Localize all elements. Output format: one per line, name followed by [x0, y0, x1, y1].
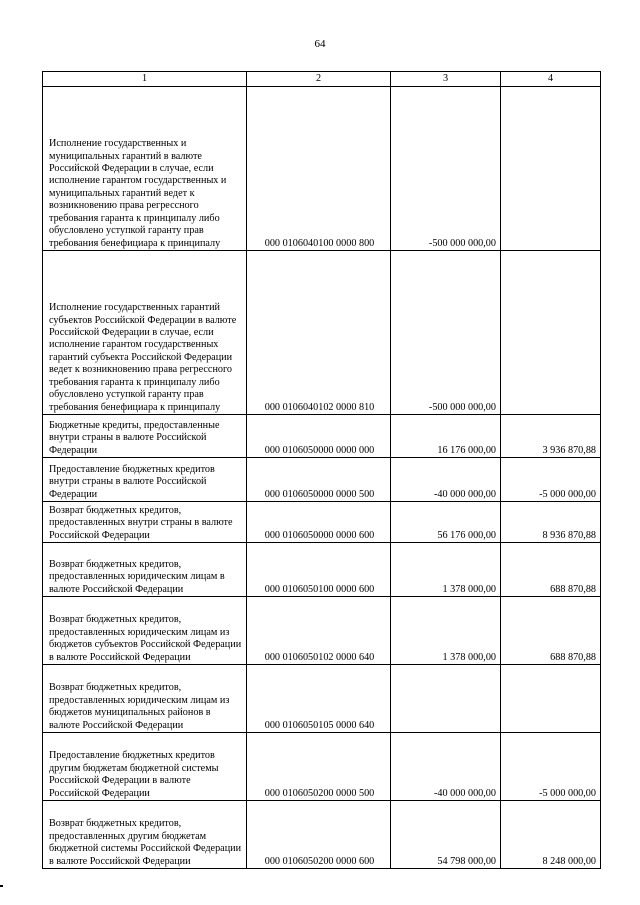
- row-amount-col3: [391, 665, 501, 733]
- table-row: [43, 665, 601, 733]
- row-amount-col3: 1 378 000,00: [391, 597, 501, 665]
- row-amount-col4: [501, 665, 601, 733]
- column-header-3: 3: [391, 72, 501, 87]
- row-amount-col3: -500 000 000,00: [391, 251, 501, 415]
- row-amount-col4: 3 936 870,88: [501, 415, 601, 458]
- row-description: Возврат бюджетных кредитов, предоставленных юридическим лицам из бюджетов муниципальных районов в валюте Российской Федерации: [43, 665, 247, 733]
- table-row: [43, 87, 601, 251]
- row-amount-col3: -40 000 000,00: [391, 733, 501, 801]
- table-row: [43, 458, 601, 502]
- row-amount-col4: 688 870,88: [501, 543, 601, 597]
- row-description: Возврат бюджетных кредитов, предоставленных юридическим лицам в валюте Российской Федерации: [43, 543, 247, 597]
- row-code: 000 0106050000 0000 000: [247, 415, 391, 458]
- row-code: 000 0106050100 0000 600: [247, 543, 391, 597]
- row-code: 000 0106040100 0000 800: [247, 87, 391, 251]
- row-description: Возврат бюджетных кредитов, предоставленных внутри страны в валюте Российской Федерации: [43, 502, 247, 543]
- row-description: Предоставление бюджетных кредитов другим бюджетам бюджетной системы Российской Федерации в валюте Российской Федерации: [43, 733, 247, 801]
- row-amount-col3: 56 176 000,00: [391, 502, 501, 543]
- row-description: Возврат бюджетных кредитов, предоставленных другим бюджетам бюджетной системы Российской Федерации в валюте Российской Федерации: [43, 801, 247, 869]
- margin-mark: [0, 885, 3, 887]
- row-amount-col4: [501, 251, 601, 415]
- column-header-2: 2: [247, 72, 391, 87]
- row-code: 000 0106050200 0000 500: [247, 733, 391, 801]
- row-amount-col3: -40 000 000,00: [391, 458, 501, 502]
- row-amount-col3: 1 378 000,00: [391, 543, 501, 597]
- row-code: 000 0106050000 0000 500: [247, 458, 391, 502]
- table-row: [43, 502, 601, 543]
- table-row: [43, 597, 601, 665]
- row-description: Исполнение государственных гарантий субъектов Российской Федерации в валюте Российской Федерации в случае, если исполнение гарантом государственных гарантий субъекта Российской Федерации ведет к возникновению права регрессного требования гаранта к принципалу либо обусловлено уступкой гаранту прав требования бенефициара к принципалу: [43, 251, 247, 415]
- row-code: 000 0106050105 0000 640: [247, 665, 391, 733]
- row-code: 000 0106050200 0000 600: [247, 801, 391, 869]
- table-row: [43, 543, 601, 597]
- row-description: Бюджетные кредиты, предоставленные внутри страны в валюте Российской Федерации: [43, 415, 247, 458]
- row-description: Возврат бюджетных кредитов, предоставленных юридическим лицам из бюджетов субъектов Российской Федерации в валюте Российской Федерации: [43, 597, 247, 665]
- row-code: 000 0106050102 0000 640: [247, 597, 391, 665]
- row-amount-col4: -5 000 000,00: [501, 458, 601, 502]
- row-amount-col3: 16 176 000,00: [391, 415, 501, 458]
- row-description: Исполнение государственных и муниципальных гарантий в валюте Российской Федерации в случае, если исполнение гарантом государственных и муниципальных гарантий ведет к возникновению права регрессного требования гаранта к принципалу либо обусловлено уступкой гаранту прав требования бенефициара к принципалу: [43, 87, 247, 251]
- row-code: 000 0106050000 0000 600: [247, 502, 391, 543]
- row-amount-col4: -5 000 000,00: [501, 733, 601, 801]
- header-row: [43, 72, 601, 87]
- row-amount-col3: -500 000 000,00: [391, 87, 501, 251]
- row-amount-col4: 8 248 000,00: [501, 801, 601, 869]
- row-amount-col3: 54 798 000,00: [391, 801, 501, 869]
- row-description: Предоставление бюджетных кредитов внутри страны в валюте Российской Федерации: [43, 458, 247, 502]
- row-amount-col4: 688 870,88: [501, 597, 601, 665]
- row-amount-col4: 8 936 870,88: [501, 502, 601, 543]
- row-code: 000 0106040102 0000 810: [247, 251, 391, 415]
- column-header-1: 1: [43, 72, 247, 87]
- table-row: [43, 251, 601, 415]
- table-row: [43, 415, 601, 458]
- table-row: [43, 801, 601, 869]
- row-amount-col4: [501, 87, 601, 251]
- table-row: [43, 733, 601, 801]
- column-header-4: 4: [501, 72, 601, 87]
- budget-sources-table: [42, 71, 601, 869]
- page-number: 64: [314, 38, 326, 50]
